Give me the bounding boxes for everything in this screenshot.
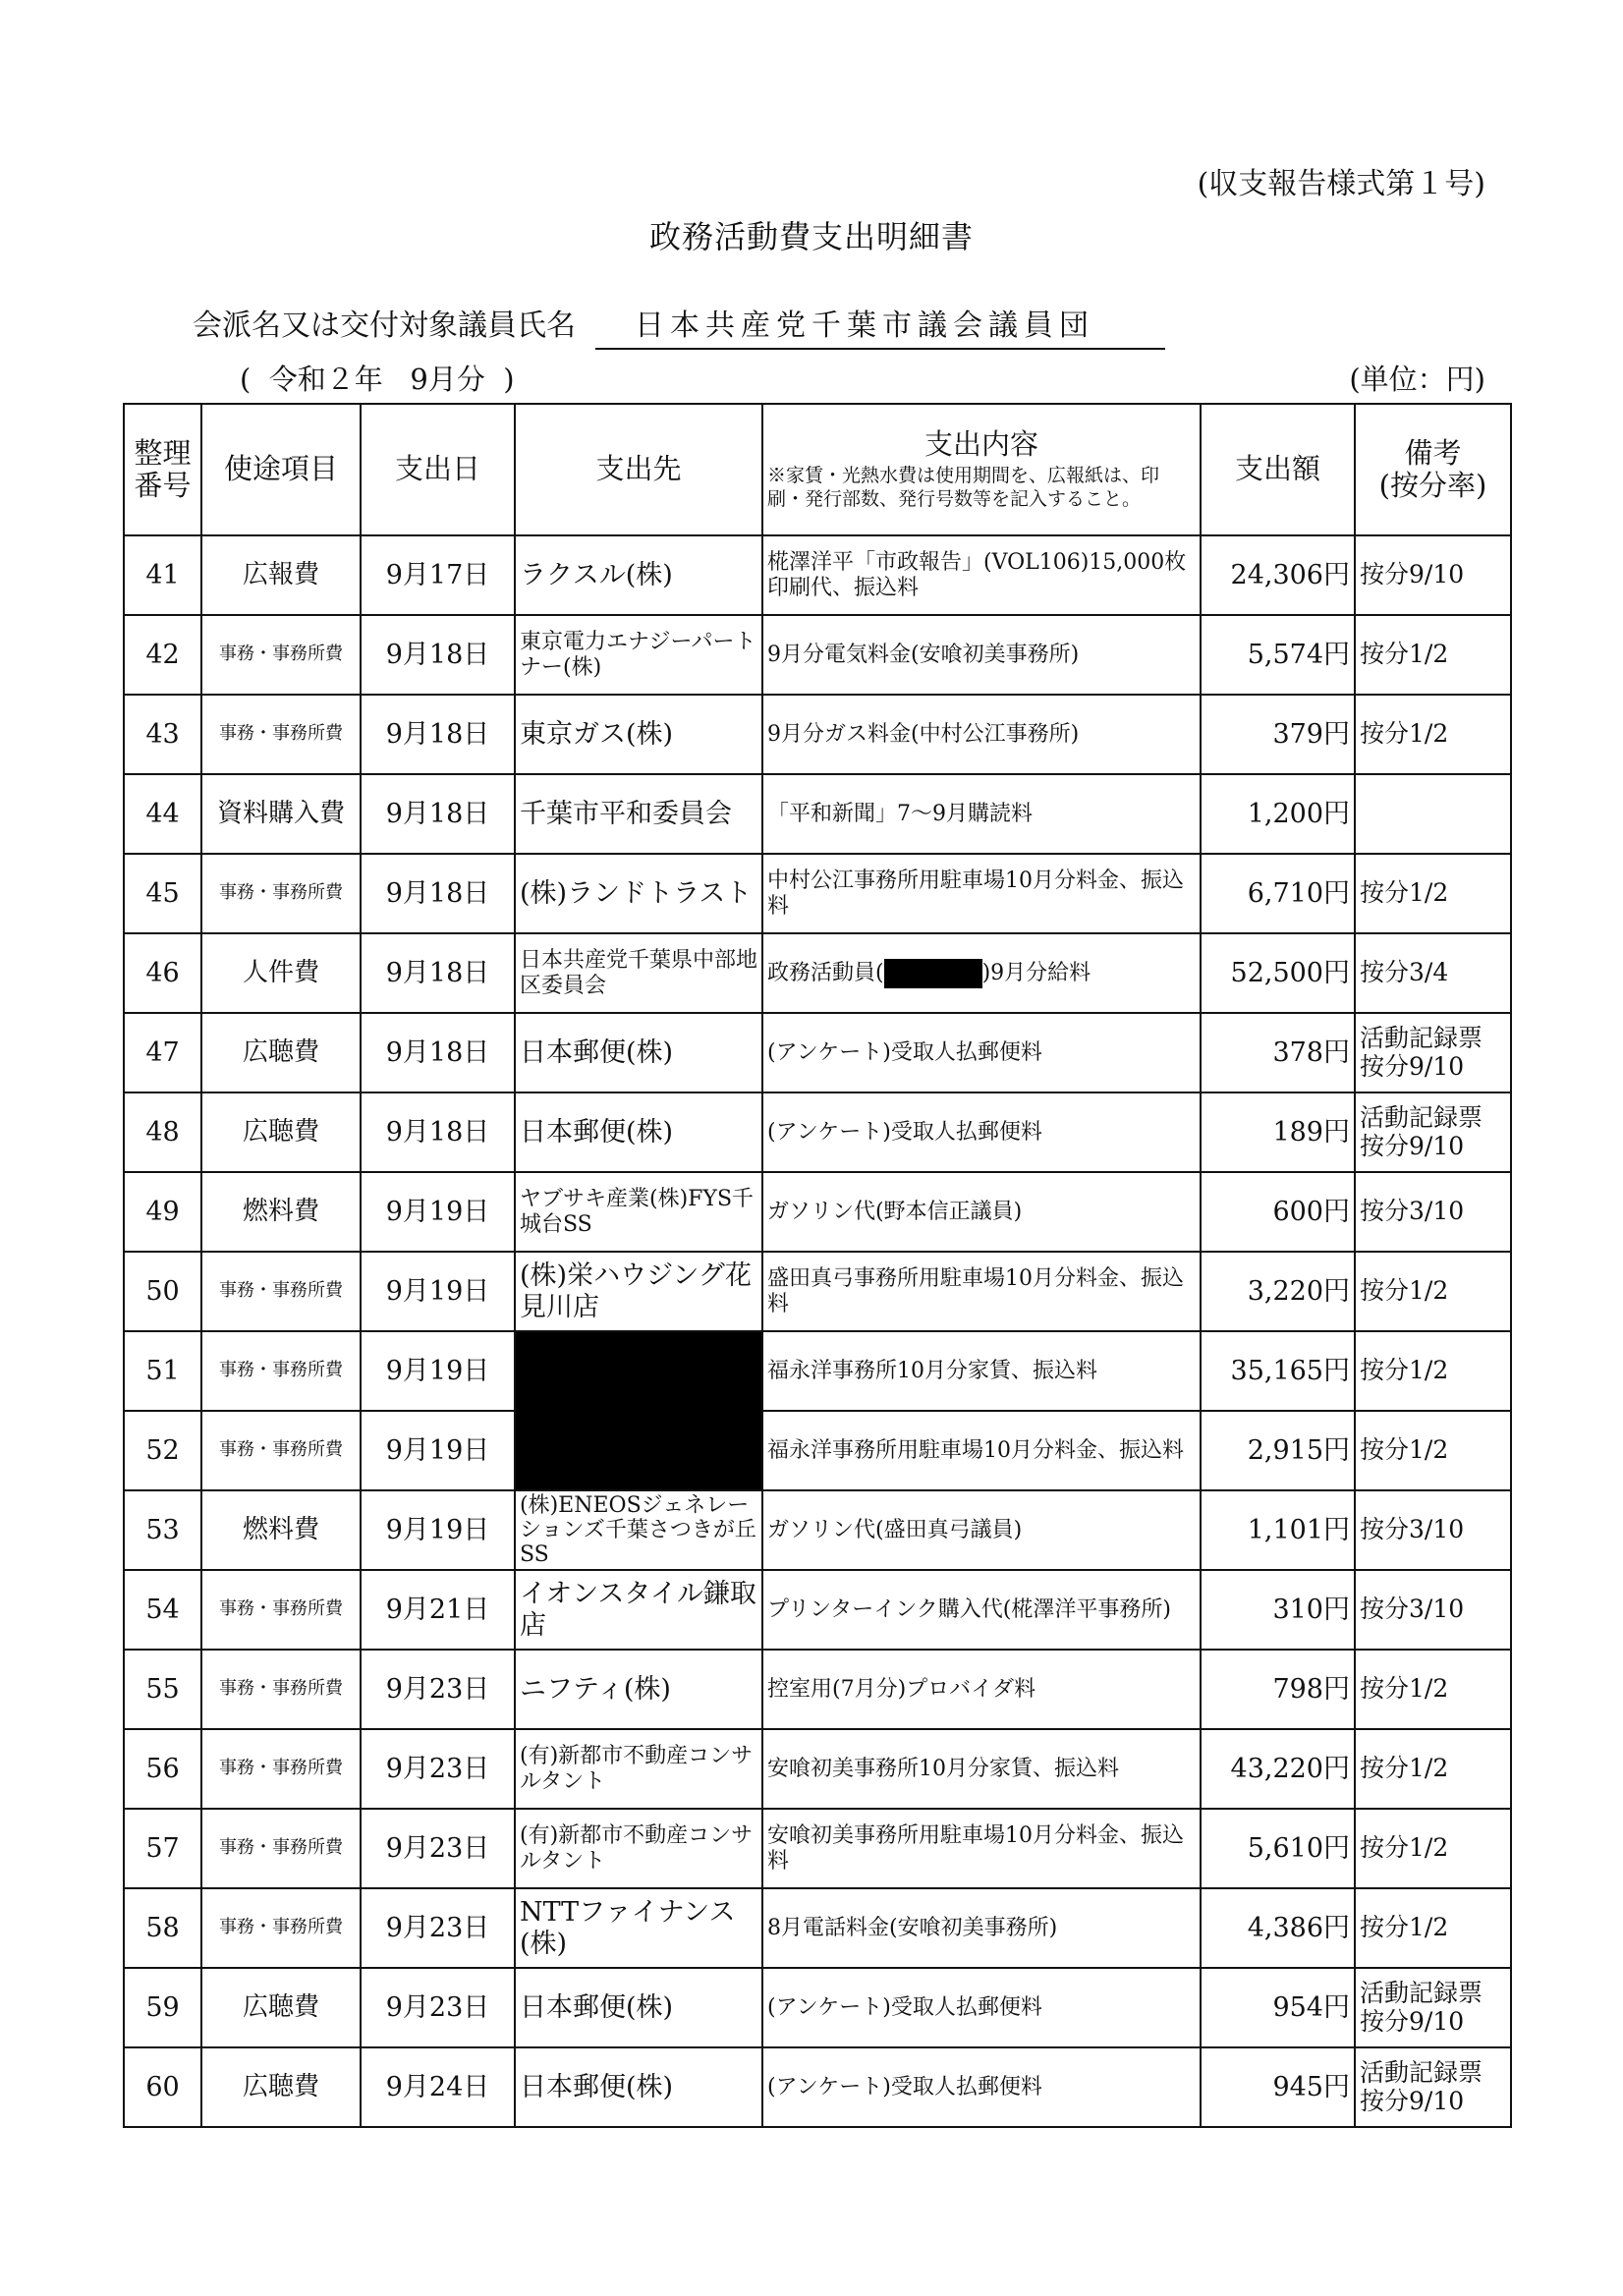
table-row [124, 2047, 1511, 2127]
row-date: 9月19日 [361, 1490, 515, 1570]
table-row [124, 1411, 1511, 1490]
row-payee: 日本郵便(株) [515, 1968, 762, 2047]
row-remarks: 活動記録票按分9/10 [1355, 1092, 1511, 1172]
row-payee: 東京電力エナジーパートナー(株) [515, 615, 762, 695]
row-date: 9月18日 [361, 774, 515, 854]
row-number: 46 [124, 933, 201, 1013]
row-date: 9月24日 [361, 2047, 515, 2127]
row-date: 9月23日 [361, 1650, 515, 1729]
row-detail-post: )9月分給料 [981, 960, 1091, 985]
row-date: 9月18日 [361, 1013, 515, 1092]
row-payee: 東京ガス(株) [515, 695, 762, 774]
table-row [124, 1331, 1511, 1411]
row-amount: 24,306円 [1201, 535, 1355, 615]
row-detail: (アンケート)受取人払郵便料 [762, 2047, 1201, 2127]
row-payee: イオンスタイル鎌取店 [515, 1570, 762, 1650]
row-category: 広聴費 [201, 1013, 361, 1092]
unit-label: (単位：円) [1349, 363, 1485, 396]
row-detail: 9月分ガス料金(中村公江事務所) [762, 695, 1201, 774]
document-title: 政務活動費支出明細書 [648, 218, 974, 255]
table-row [124, 1650, 1511, 1729]
row-date: 9月18日 [361, 1092, 515, 1172]
row-date: 9月19日 [361, 1411, 515, 1490]
period: ( 令和２年 9月分 ) [240, 363, 515, 396]
row-category: 人件費 [201, 933, 361, 1013]
row-remarks: 活動記録票按分9/10 [1355, 1013, 1511, 1092]
row-remarks: 按分9/10 [1355, 535, 1511, 615]
row-detail: 盛田真弓事務所用駐車場10月分料金、振込料 [762, 1252, 1201, 1331]
row-category: 燃料費 [201, 1172, 361, 1252]
row-amount: 35,165円 [1201, 1331, 1355, 1411]
row-detail: 安喰初美事務所用駐車場10月分料金、振込料 [762, 1809, 1201, 1888]
row-amount: 2,915円 [1201, 1411, 1355, 1490]
table-row [124, 1092, 1511, 1172]
table-row [124, 1888, 1511, 1968]
party-row [193, 301, 1165, 350]
row-category: 資料購入費 [201, 774, 361, 854]
row-date: 9月23日 [361, 1809, 515, 1888]
header-payee: 支出先 [515, 404, 762, 535]
row-detail: 椛澤洋平「市政報告」(VOL106)15,000枚印刷代、振込料 [762, 535, 1201, 615]
row-payee: 千葉市平和委員会 [515, 774, 762, 854]
row-date: 9月21日 [361, 1570, 515, 1650]
row-remarks: 按分1/2 [1355, 1650, 1511, 1729]
row-detail: 「平和新聞」7～9月購読料 [762, 774, 1201, 854]
row-remarks: 按分1/2 [1355, 615, 1511, 695]
table-row [124, 1490, 1511, 1570]
row-number: 56 [124, 1729, 201, 1809]
table-row [124, 774, 1511, 854]
row-amount: 52,500円 [1201, 933, 1355, 1013]
table-row [124, 535, 1511, 615]
row-date: 9月18日 [361, 695, 515, 774]
row-detail: ガソリン代(野本信正議員) [762, 1172, 1201, 1252]
header-remarks-label: 備考 [1404, 435, 1462, 470]
expense-table [123, 403, 1512, 2128]
redacted-payee [515, 1331, 762, 1490]
row-payee: ニフティ(株) [515, 1650, 762, 1729]
row-amount: 310円 [1201, 1570, 1355, 1650]
row-detail: 福永洋事務所用駐車場10月分料金、振込料 [762, 1411, 1201, 1490]
table-row [124, 695, 1511, 774]
row-number: 51 [124, 1331, 201, 1411]
table-row [124, 1809, 1511, 1888]
row-amount: 1,101円 [1201, 1490, 1355, 1570]
row-number: 42 [124, 615, 201, 695]
header-detail-note: ※家賃・光熱水費は使用期間を、広報紙は、印刷・発行部数、発行号数等を記入すること。 [767, 464, 1160, 510]
row-amount: 5,610円 [1201, 1809, 1355, 1888]
row-detail: 控室用(7月分)プロバイダ料 [762, 1650, 1201, 1729]
row-detail: (アンケート)受取人払郵便料 [762, 1013, 1201, 1092]
row-amount: 5,574円 [1201, 615, 1355, 695]
header-no: 整理番号 [124, 404, 201, 535]
header-date: 支出日 [361, 404, 515, 535]
row-category: 広報費 [201, 535, 361, 615]
row-number: 60 [124, 2047, 201, 2127]
row-category: 事務・事務所費 [201, 1729, 361, 1809]
table-body [124, 535, 1511, 2127]
header-category: 使途項目 [201, 404, 361, 535]
row-amount: 798円 [1201, 1650, 1355, 1729]
row-date: 9月18日 [361, 933, 515, 1013]
row-remarks: 按分1/2 [1355, 854, 1511, 933]
row-date: 9月23日 [361, 1729, 515, 1809]
row-category: 事務・事務所費 [201, 1809, 361, 1888]
row-remarks: 按分3/10 [1355, 1172, 1511, 1252]
row-number: 49 [124, 1172, 201, 1252]
row-amount: 3,220円 [1201, 1252, 1355, 1331]
row-category: 事務・事務所費 [201, 1252, 361, 1331]
table-row [124, 933, 1511, 1013]
row-detail: 中村公江事務所用駐車場10月分料金、振込料 [762, 854, 1201, 933]
row-date: 9月23日 [361, 1968, 515, 2047]
row-number: 58 [124, 1888, 201, 1968]
table-row [124, 854, 1511, 933]
header-amount: 支出額 [1201, 404, 1355, 535]
row-payee: 日本郵便(株) [515, 2047, 762, 2127]
party-name: 日本共産党千葉市議会議員団 [595, 301, 1165, 350]
row-detail: プリンターインク購入代(椛澤洋平事務所) [762, 1570, 1201, 1650]
row-date: 9月19日 [361, 1172, 515, 1252]
party-label: 会派名又は交付対象議員氏名 [193, 308, 576, 343]
row-category: 事務・事務所費 [201, 1888, 361, 1968]
row-number: 47 [124, 1013, 201, 1092]
row-detail: ガソリン代(盛田真弓議員) [762, 1490, 1201, 1570]
row-number: 41 [124, 535, 201, 615]
redacted-name [884, 959, 982, 988]
row-payee: 日本共産党千葉県中部地区委員会 [515, 933, 762, 1013]
row-number: 57 [124, 1809, 201, 1888]
row-remarks: 按分1/2 [1355, 1252, 1511, 1331]
row-payee: NTTファイナンス(株) [515, 1888, 762, 1968]
row-remarks: 按分1/2 [1355, 1729, 1511, 1809]
row-remarks: 按分1/2 [1355, 1809, 1511, 1888]
row-payee: 日本郵便(株) [515, 1013, 762, 1092]
row-number: 53 [124, 1490, 201, 1570]
row-amount: 378円 [1201, 1013, 1355, 1092]
row-amount: 43,220円 [1201, 1729, 1355, 1809]
row-remarks: 按分1/2 [1355, 1411, 1511, 1490]
table-row [124, 1013, 1511, 1092]
header-remarks [1355, 404, 1511, 535]
row-category: 事務・事務所費 [201, 1411, 361, 1490]
row-remarks: 活動記録票按分9/10 [1355, 2047, 1511, 2127]
row-amount: 6,710円 [1201, 854, 1355, 933]
row-date: 9月23日 [361, 1888, 515, 1968]
header-detail-label: 支出内容 [923, 426, 1038, 461]
row-detail: (アンケート)受取人払郵便料 [762, 1968, 1201, 2047]
row-number: 54 [124, 1570, 201, 1650]
row-remarks: 按分3/10 [1355, 1490, 1511, 1570]
table-row [124, 1172, 1511, 1252]
row-payee: (株)ENEOSジェネレーションズ千葉さつきが丘SS [515, 1490, 762, 1570]
row-amount: 1,200円 [1201, 774, 1355, 854]
row-category: 事務・事務所費 [201, 1570, 361, 1650]
row-category: 事務・事務所費 [201, 695, 361, 774]
row-payee: (株)栄ハウジング花見川店 [515, 1252, 762, 1331]
row-amount: 945円 [1201, 2047, 1355, 2127]
row-payee: 日本郵便(株) [515, 1092, 762, 1172]
row-detail: 9月分電気料金(安喰初美事務所) [762, 615, 1201, 695]
row-amount: 379円 [1201, 695, 1355, 774]
row-amount: 954円 [1201, 1968, 1355, 2047]
row-detail: 8月電話料金(安喰初美事務所) [762, 1888, 1201, 1968]
table-row [124, 1252, 1511, 1331]
row-number: 48 [124, 1092, 201, 1172]
form-id: (収支報告様式第１号) [1197, 167, 1485, 201]
table-row [124, 1968, 1511, 2047]
row-date: 9月18日 [361, 615, 515, 695]
row-number: 44 [124, 774, 201, 854]
row-remarks: 按分3/10 [1355, 1570, 1511, 1650]
row-payee: (有)新都市不動産コンサルタント [515, 1809, 762, 1888]
row-detail: 安喰初美事務所10月分家賃、振込料 [762, 1729, 1201, 1809]
row-date: 9月17日 [361, 535, 515, 615]
row-number: 45 [124, 854, 201, 933]
row-remarks [1355, 774, 1511, 854]
row-remarks: 按分1/2 [1355, 695, 1511, 774]
row-category: 事務・事務所費 [201, 854, 361, 933]
row-detail: (アンケート)受取人払郵便料 [762, 1092, 1201, 1172]
row-detail [762, 933, 1201, 1013]
row-category: 燃料費 [201, 1490, 361, 1570]
row-detail-pre: 政務活動員( [767, 960, 884, 985]
table-row [124, 615, 1511, 695]
table-row [124, 1729, 1511, 1809]
row-remarks: 按分3/4 [1355, 933, 1511, 1013]
row-category: 広聴費 [201, 1092, 361, 1172]
table-header-row [124, 404, 1511, 535]
row-amount: 189円 [1201, 1092, 1355, 1172]
row-amount: 4,386円 [1201, 1888, 1355, 1968]
row-remarks: 活動記録票按分9/10 [1355, 1968, 1511, 2047]
row-date: 9月18日 [361, 854, 515, 933]
row-category: 事務・事務所費 [201, 1331, 361, 1411]
table-row [124, 1570, 1511, 1650]
row-number: 43 [124, 695, 201, 774]
row-detail: 福永洋事務所10月分家賃、振込料 [762, 1331, 1201, 1411]
row-number: 52 [124, 1411, 201, 1490]
row-category: 広聴費 [201, 1968, 361, 2047]
row-payee: ラクスル(株) [515, 535, 762, 615]
row-remarks: 按分1/2 [1355, 1331, 1511, 1411]
row-amount: 600円 [1201, 1172, 1355, 1252]
row-category: 事務・事務所費 [201, 1650, 361, 1729]
row-number: 59 [124, 1968, 201, 2047]
row-number: 50 [124, 1252, 201, 1331]
row-payee: ヤブサキ産業(株)FYS千城台SS [515, 1172, 762, 1252]
header-detail [762, 404, 1201, 535]
row-category: 広聴費 [201, 2047, 361, 2127]
row-number: 55 [124, 1650, 201, 1729]
row-payee: (株)ランドトラスト [515, 854, 762, 933]
row-category: 事務・事務所費 [201, 615, 361, 695]
row-payee: (有)新都市不動産コンサルタント [515, 1729, 762, 1809]
header-remarks-sub: (按分率) [1378, 469, 1487, 502]
row-date: 9月19日 [361, 1252, 515, 1331]
row-remarks: 按分1/2 [1355, 1888, 1511, 1968]
row-date: 9月19日 [361, 1331, 515, 1411]
